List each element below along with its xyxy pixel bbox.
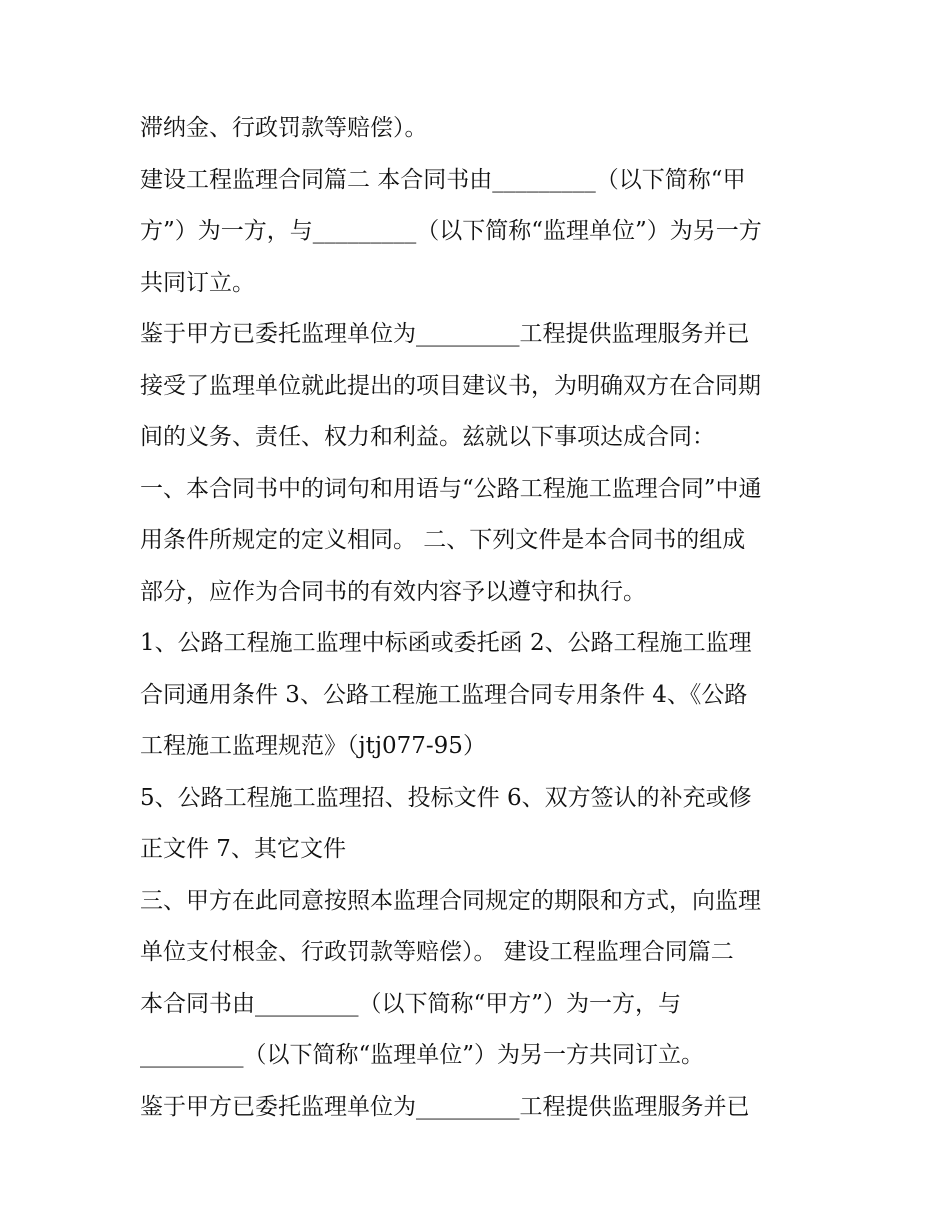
text-line: 接受了监理单位就此提出的项目建议书，为明确双方在合同期 [140,372,761,399]
text-line: 建设工程监理合同篇二 本合同书由_________（以下简称“甲 [140,166,746,193]
text-line: 部分，应作为合同书的有效内容予以遵守和执行。 [140,578,646,605]
text-line: 正文件 7、其它文件 [140,836,346,862]
text-line: 间的义务、责任、权力和利益。兹就以下事项达成合同： [140,424,715,450]
text-line: 工程施工监理规范》（jtj077-95） [140,733,486,759]
document-body [140,103,820,1133]
text-line: 滞纳金、行政罚款等赔偿）。 [140,115,428,141]
text-line: 单位支付根金、行政罚款等赔偿）。 建设工程监理合同篇二 [140,939,734,965]
text-line: 三、甲方在此同意按照本监理合同规定的期限和方式，向监理 [140,887,761,914]
text-line: 共同订立。 [140,269,255,296]
text-line: 鉴于甲方已委托监理单位为_________工程提供监理服务并已 [140,321,750,347]
text-line: 1、公路工程施工监理中标函或委托函 2、公路工程施工监理 [140,630,752,656]
text-line: 一、本合同书中的词句和用语与“公路工程施工监理合同”中通 [140,475,762,502]
text-line: 合同通用条件 3、公路工程施工监理合同专用条件 4、《公路 [140,681,748,708]
text-line: 用条件所规定的定义相同。 二、下列文件是本合同书的组成 [140,527,746,553]
text-line: 方”）为一方，与_________（以下简称“监理单位”）为另一方 [140,218,762,244]
text-line: _________（以下简称“监理单位”）为另一方共同订立。 [140,1042,705,1068]
text-line: 鉴于甲方已委托监理单位为_________工程提供监理服务并已 [140,1093,750,1120]
text-line: 本合同书由_________（以下简称“甲方”）为一方，与 [140,990,682,1017]
text-line: 5、公路工程施工监理招、投标文件 6、双方签认的补充或修 [140,784,752,811]
